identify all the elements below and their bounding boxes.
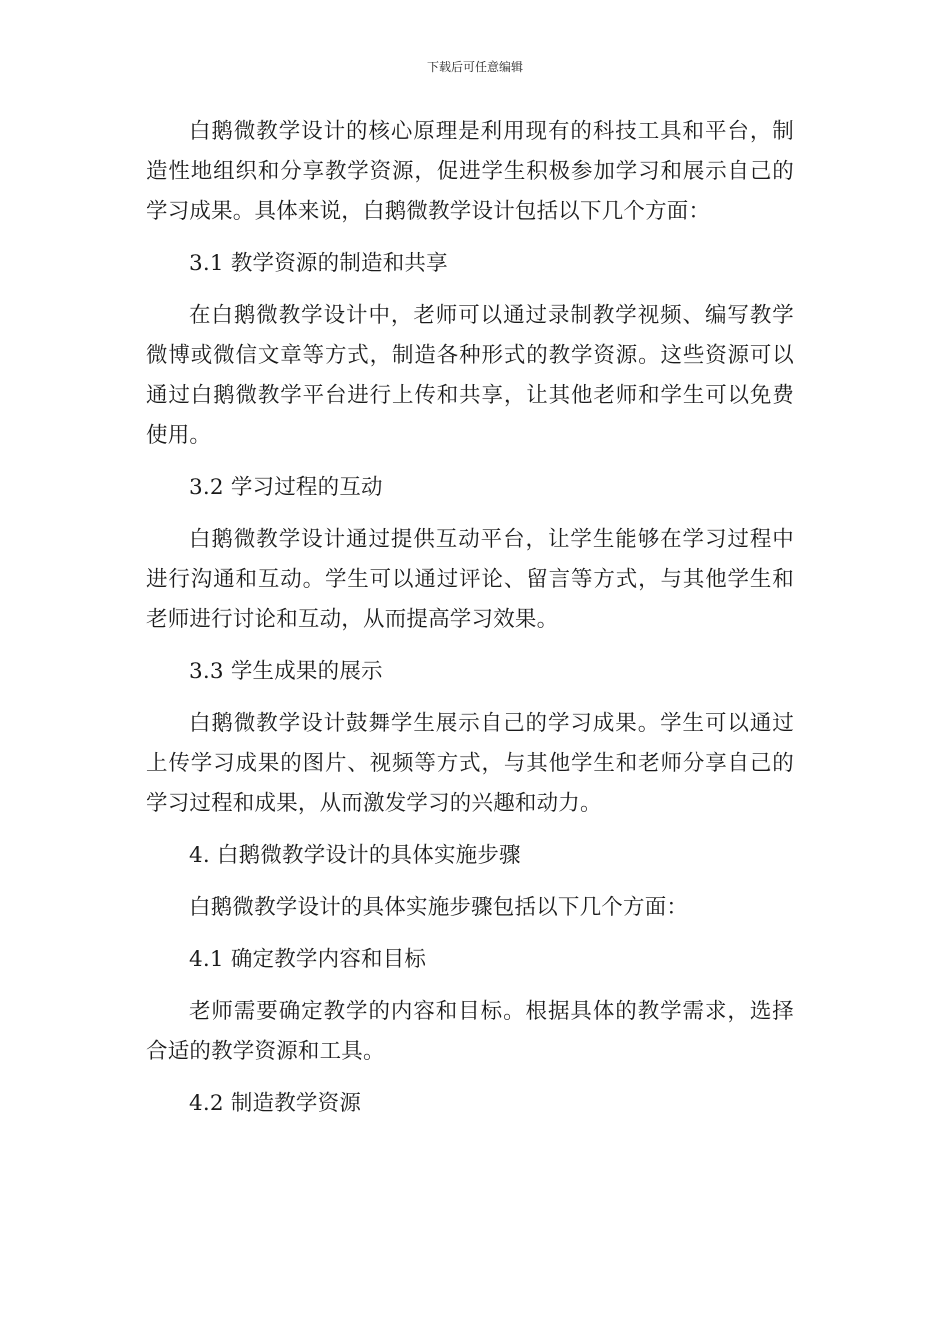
paragraph-steps-intro: 白鹅微教学设计的具体实施步骤包括以下几个方面： bbox=[189, 895, 689, 920]
heading-3-1: 3.1 教学资源的制造和共享 bbox=[189, 251, 448, 276]
paragraph-resources: 在白鹅微教学设计中，老师可以通过录制教学视频、编写教学微博或微信文章等方式，制造各种形式的教学资源。这些资源可以通过白鹅微教学平台进行上传和共享，让其他老师和学生可以免费使用。 bbox=[146, 303, 794, 448]
header-note: 下载后可任意编辑 bbox=[426, 60, 523, 74]
paragraph-showcase: 白鹅微教学设计鼓舞学生展示自己的学习成果。学生可以通过上传学习成果的图片、视频等方式，与其他学生和老师分享自己的学习过程和成果，从而激发学习的兴趣和动力。 bbox=[146, 711, 794, 816]
heading-4-2: 4.2 制造教学资源 bbox=[189, 1091, 362, 1116]
heading-3-3: 3.3 学生成果的展示 bbox=[189, 659, 383, 684]
paragraph-core-principle: 白鹅微教学设计的核心原理是利用现有的科技工具和平台，制造性地组织和分享教学资源，促进学生积极参加学习和展示自己的学习成果。具体来说，白鹅微教学设计包括以下几个方面： bbox=[146, 119, 794, 224]
paragraph-interaction: 白鹅微教学设计通过提供互动平台，让学生能够在学习过程中进行沟通和互动。学生可以通过评论、留言等方式，与其他学生和老师进行讨论和互动，从而提高学习效果。 bbox=[146, 527, 794, 632]
heading-4: 4. 白鹅微教学设计的具体实施步骤 bbox=[189, 843, 521, 868]
paragraph-content-goals: 老师需要确定教学的内容和目标。根据具体的教学需求，选择合适的教学资源和工具。 bbox=[146, 999, 794, 1064]
document-body bbox=[146, 112, 794, 1136]
heading-4-1: 4.1 确定教学内容和目标 bbox=[189, 947, 427, 972]
heading-3-2: 3.2 学习过程的互动 bbox=[189, 475, 383, 500]
